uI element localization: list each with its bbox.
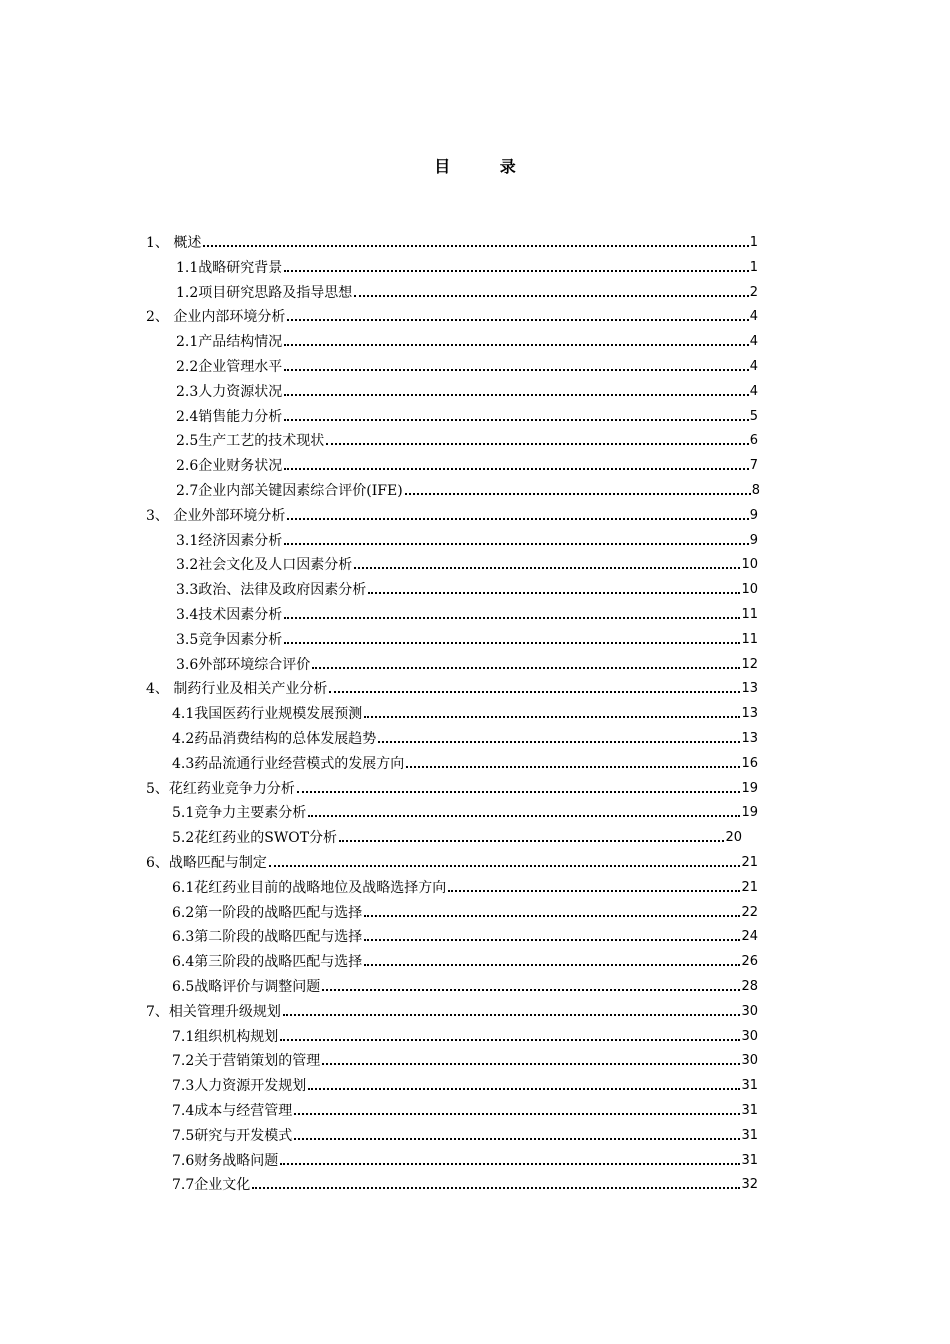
toc-entry-page-number: 8 <box>751 483 760 498</box>
toc-entry-label: 3.6外部环境综合评价 <box>176 656 311 673</box>
toc-entry-page-number: 11 <box>741 607 758 622</box>
toc-title: 目 录 <box>434 157 538 176</box>
toc-dot-leader <box>284 642 740 644</box>
toc-entry-page-number: 16 <box>741 755 758 771</box>
toc-dot-leader <box>312 667 740 669</box>
toc-entry[interactable] <box>146 230 758 252</box>
toc-entry-label: 7.5研究与开发模式 <box>172 1127 293 1144</box>
toc-entry[interactable] <box>172 701 758 723</box>
toc-entry-label: 5、花红药业竞争力分析 <box>146 780 295 797</box>
toc-entry[interactable] <box>176 329 758 351</box>
toc-entry[interactable] <box>172 1024 758 1046</box>
toc-entry-label: 7.1组织机构规划 <box>172 1028 279 1045</box>
toc-entry-label: 6.1花红药业目前的战略地位及战略选择方向 <box>172 879 447 896</box>
toc-dot-leader <box>284 617 740 619</box>
toc-entry-label: 3.1经济因素分析 <box>176 532 283 549</box>
toc-entry-label: 2.2企业管理水平 <box>176 359 283 375</box>
toc-entry-label: 2.4销售能力分析 <box>176 408 283 425</box>
toc-entry-page-number: 30 <box>741 1028 758 1044</box>
toc-entry[interactable] <box>172 875 758 897</box>
toc-entry[interactable] <box>176 354 758 376</box>
toc-entry-label: 2.6企业财务状况 <box>176 458 283 475</box>
toc-entry[interactable] <box>176 255 758 277</box>
toc-dot-leader <box>354 567 740 569</box>
toc-entry[interactable] <box>176 478 760 500</box>
toc-entry-page-number: 20 <box>725 830 742 846</box>
toc-entry[interactable] <box>146 850 758 872</box>
toc-dot-leader <box>203 245 748 247</box>
toc-entry[interactable] <box>172 949 758 971</box>
toc-entry-label: 7.7企业文化 <box>172 1177 251 1194</box>
toc-dot-leader <box>280 1039 740 1041</box>
toc-dot-leader <box>326 443 748 445</box>
toc-entry[interactable] <box>176 280 758 302</box>
toc-entry-page-number: 4 <box>749 309 758 325</box>
toc-entry-page-number: 7 <box>749 458 758 474</box>
toc-entry-page-number: 6 <box>749 433 758 449</box>
toc-entry-label: 7.2关于营销策划的管理 <box>172 1053 321 1070</box>
toc-entry-page-number: 26 <box>741 954 758 970</box>
toc-entry-label: 6.4第三阶段的战略匹配与选择 <box>172 954 363 971</box>
toc-entry-page-number: 13 <box>741 681 758 697</box>
toc-entry-label: 4.3药品流通行业经营模式的发展方向 <box>172 755 405 772</box>
toc-entry-page-number: 1 <box>749 259 758 275</box>
toc-dot-leader <box>284 344 748 346</box>
toc-entry[interactable] <box>176 602 758 624</box>
toc-entry-label: 4.2药品消费结构的总体发展趋势 <box>172 731 377 747</box>
toc-entry[interactable] <box>176 528 758 550</box>
toc-dot-leader <box>322 989 740 991</box>
toc-entry-page-number: 11 <box>741 631 758 647</box>
toc-entry-page-number: 32 <box>741 1177 758 1193</box>
toc-entry[interactable] <box>172 1073 758 1095</box>
toc-entry[interactable] <box>172 1148 758 1170</box>
toc-entry-label: 3.3政治、法律及政府因素分析 <box>176 582 367 599</box>
toc-entry[interactable] <box>176 552 758 574</box>
toc-entry[interactable] <box>172 1048 758 1070</box>
toc-dot-leader <box>269 865 741 867</box>
toc-entry-page-number: 2 <box>749 284 758 300</box>
toc-entry[interactable] <box>176 627 758 649</box>
toc-dot-leader <box>297 791 741 793</box>
toc-dot-leader <box>283 1014 741 1016</box>
toc-entry[interactable] <box>146 503 758 525</box>
toc-entry-label: 6.3第二阶段的战略匹配与选择 <box>172 929 363 946</box>
toc-entry-label: 6.2第一阶段的战略匹配与选择 <box>172 904 363 921</box>
toc-entry-label: 6.5战略评价与调整问题 <box>172 979 321 995</box>
toc-dot-leader <box>287 319 748 321</box>
toc-dot-leader <box>284 394 748 396</box>
toc-entry-page-number: 5 <box>749 408 758 424</box>
toc-entry-page-number: 10 <box>741 582 758 598</box>
toc-entry[interactable] <box>146 676 758 698</box>
toc-entry-page-number: 21 <box>741 879 758 895</box>
toc-entry-page-number: 24 <box>741 929 758 945</box>
toc-entry-page-number: 4 <box>749 334 758 350</box>
toc-dot-leader <box>284 369 748 371</box>
toc-dot-leader <box>364 964 740 966</box>
toc-dot-leader <box>364 915 740 917</box>
toc-entry-label: 3.2社会文化及人口因素分析 <box>176 557 353 574</box>
toc-entry-page-number: 28 <box>741 979 758 994</box>
toc-entry[interactable] <box>172 825 742 847</box>
toc-entry[interactable] <box>146 999 758 1021</box>
toc-entry-label: 3.4技术因素分析 <box>176 607 283 623</box>
toc-entry-label: 7.3人力资源开发规划 <box>172 1078 307 1095</box>
toc-entry-label: 2、 企业内部环境分析 <box>146 309 286 326</box>
toc-dot-leader <box>329 691 740 693</box>
toc-entry-label: 4、 制药行业及相关产业分析 <box>146 681 328 698</box>
toc-dot-leader <box>252 1187 740 1189</box>
toc-dot-leader <box>280 1163 740 1165</box>
toc-dot-leader <box>339 840 724 842</box>
toc-entry-page-number: 4 <box>749 383 758 399</box>
toc-entry-label: 7.6财务战略问题 <box>172 1152 279 1169</box>
toc-entry-page-number: 19 <box>741 780 758 796</box>
toc-entry-label: 5.2花红药业的SWOT分析 <box>172 830 338 847</box>
toc-dot-leader <box>284 468 748 470</box>
toc-entry-page-number: 31 <box>741 1152 758 1168</box>
toc-entry[interactable] <box>172 800 758 822</box>
toc-entry[interactable] <box>172 1123 758 1145</box>
toc-dot-leader <box>322 1063 740 1065</box>
toc-entry-page-number: 12 <box>741 656 758 672</box>
toc-entry-label: 2.5生产工艺的技术现状 <box>176 433 325 450</box>
toc-entry-page-number: 4 <box>749 359 758 374</box>
toc-dot-leader <box>284 543 748 545</box>
toc-dot-leader <box>287 518 748 520</box>
toc-entry-label: 3、 企业外部环境分析 <box>146 507 286 524</box>
toc-dot-leader <box>308 815 740 817</box>
toc-entry-label: 1.2项目研究思路及指导思想 <box>176 284 353 301</box>
toc-entry-page-number: 31 <box>741 1103 758 1118</box>
toc-entry[interactable] <box>172 1098 758 1120</box>
toc-entry-page-number: 13 <box>741 706 758 722</box>
toc-entry-label: 2.7企业内部关键因素综合评价(IFE) <box>176 483 403 499</box>
toc-dot-leader <box>364 939 740 941</box>
toc-dot-leader <box>368 592 740 594</box>
toc-entry[interactable] <box>172 751 758 773</box>
toc-entry-page-number: 13 <box>741 731 758 746</box>
toc-entry-page-number: 22 <box>741 904 758 920</box>
toc-entry[interactable] <box>172 924 758 946</box>
toc-entry[interactable] <box>172 900 758 922</box>
toc-entry-page-number: 9 <box>749 507 758 523</box>
toc-entry-page-number: 21 <box>741 855 758 870</box>
toc-entry[interactable] <box>176 404 758 426</box>
toc-entry[interactable] <box>146 776 758 798</box>
toc-dot-leader <box>284 419 748 421</box>
toc-dot-leader <box>354 295 748 297</box>
toc-dot-leader <box>294 1138 740 1140</box>
toc-entry-page-number: 31 <box>741 1127 758 1143</box>
toc-entry[interactable] <box>176 428 758 450</box>
toc-entry[interactable] <box>146 304 758 326</box>
toc-entry[interactable] <box>176 652 758 674</box>
toc-entry[interactable] <box>172 726 758 748</box>
toc-dot-leader <box>364 716 740 718</box>
toc-dot-leader <box>406 766 740 768</box>
toc-entry-label: 6、战略匹配与制定 <box>146 855 267 871</box>
toc-entry-page-number: 10 <box>741 557 758 573</box>
toc-dot-leader <box>294 1113 740 1115</box>
toc-entry-page-number: 31 <box>741 1078 758 1094</box>
toc-dot-leader <box>378 741 740 743</box>
toc-entry[interactable] <box>176 379 758 401</box>
toc-entry-label: 2.3人力资源状况 <box>176 383 283 400</box>
toc-entry-label: 2.1产品结构情况 <box>176 334 283 351</box>
toc-entry-label: 4.1我国医药行业规模发展预测 <box>172 706 363 723</box>
toc-dot-leader <box>308 1088 740 1090</box>
toc-dot-leader <box>405 493 751 495</box>
toc-entry-page-number: 9 <box>749 532 758 548</box>
toc-entry-label: 7.4成本与经营管理 <box>172 1103 293 1119</box>
toc-dot-leader <box>284 270 748 272</box>
toc-dot-leader <box>448 890 740 892</box>
toc-entry[interactable] <box>176 453 758 475</box>
toc-entry[interactable] <box>176 577 758 599</box>
toc-entry[interactable] <box>172 974 758 996</box>
toc-entry-label: 1.1战略研究背景 <box>176 259 283 276</box>
toc-entry-label: 7、相关管理升级规划 <box>146 1003 281 1020</box>
toc-entry-label: 3.5竞争因素分析 <box>176 631 283 648</box>
toc-entry-page-number: 30 <box>741 1053 758 1069</box>
toc-entry-page-number: 1 <box>749 235 758 250</box>
toc-entry[interactable] <box>172 1172 758 1194</box>
toc-entry-label: 5.1竞争力主要素分析 <box>172 805 307 822</box>
toc-entry-page-number: 19 <box>741 805 758 821</box>
toc-entry-page-number: 30 <box>741 1003 758 1019</box>
toc-entry-label: 1、 概述 <box>146 235 202 251</box>
